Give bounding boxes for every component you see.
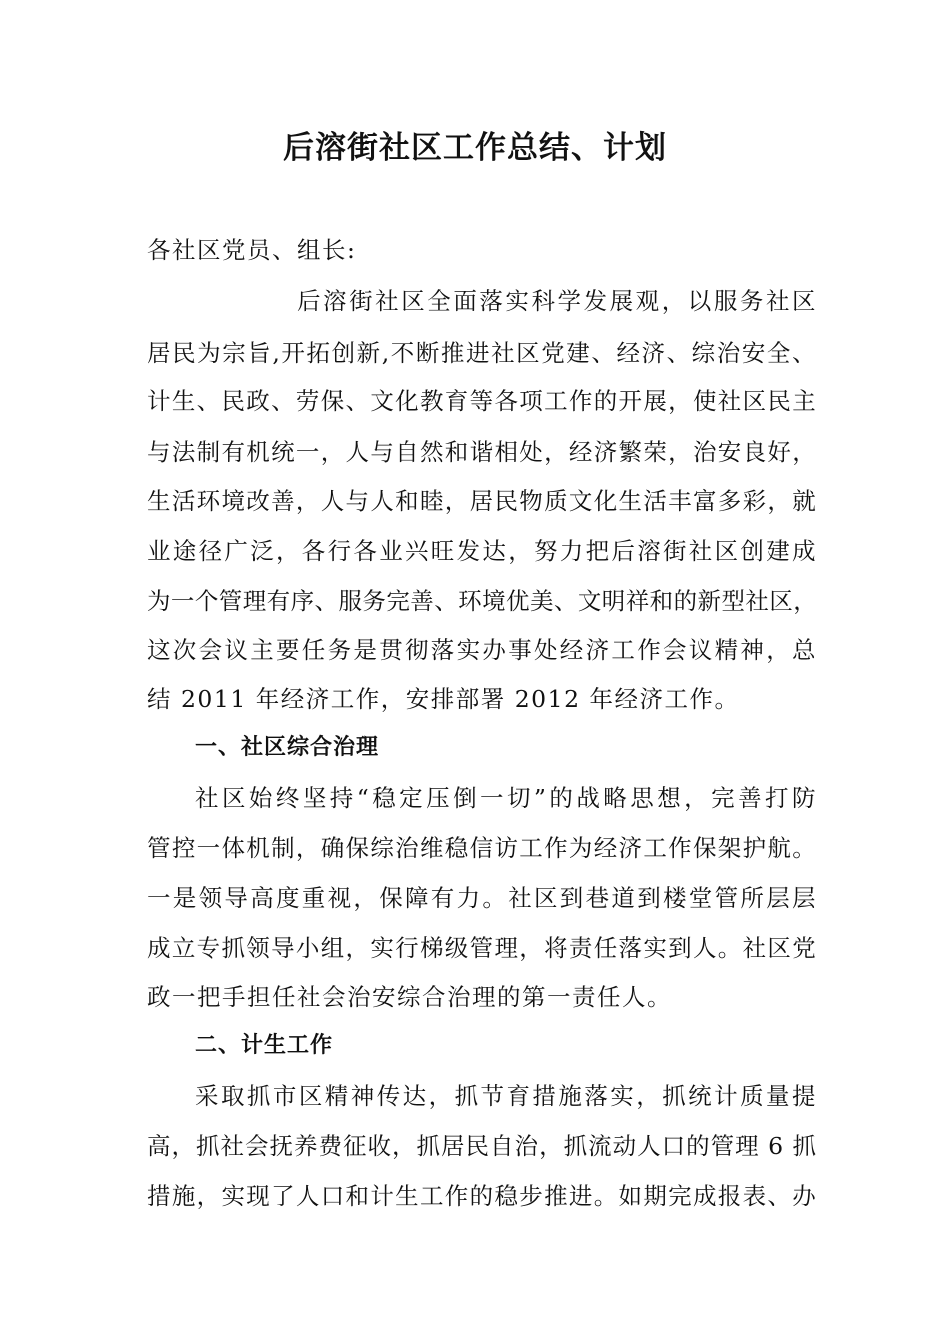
- body-line: 计生、民政、劳保、文化教育等各项工作的开展，使社区民主: [147, 387, 817, 415]
- body-line: 生活环境改善，人与人和睦，居民物质文化生活丰富多彩，就: [147, 487, 817, 515]
- body-line: 高，抓社会抚养费征收，抓居民自治，抓流动人口的管理 6 抓: [147, 1132, 817, 1160]
- section-heading: 二、计生工作: [195, 1033, 334, 1058]
- body-line: 居民为宗旨,开拓创新,不断推进社区党建、经济、综治安全、: [147, 339, 817, 367]
- body-line: 管控一体机制，确保综治维稳信访工作为经济工作保架护航。: [147, 834, 817, 862]
- body-line: 这次会议主要任务是贯彻落实办事处经济工作会议精神，总: [147, 636, 817, 664]
- salutation: 各社区党员、组长:: [147, 236, 357, 264]
- body-line: 与法制有机统一，人与自然和谐相处，经济繁荣，治安良好，: [147, 438, 817, 466]
- body-line: 为一个管理有序、服务完善、环境优美、文明祥和的新型社区，: [147, 587, 817, 615]
- body-line: 社区始终坚持“稳定压倒一切”的战略思想，完善打防: [195, 784, 817, 812]
- body-line: 采取抓市区精神传达，抓节育措施落实，抓统计质量提: [195, 1082, 817, 1110]
- body-line: 政一把手担任社会治安综合治理的第一责任人。: [147, 983, 672, 1011]
- body-line: 业途径广泛，各行各业兴旺发达，努力把后溶街社区创建成: [147, 537, 817, 565]
- document-title: 后溶街社区工作总结、计划: [283, 130, 667, 166]
- body-line: 成立专抓领导小组，实行梯级管理，将责任落实到人。社区党: [147, 934, 817, 962]
- section-heading: 一、社区综合治理: [195, 735, 380, 760]
- body-line: 一是领导高度重视，保障有力。社区到巷道到楼堂管所层层: [147, 884, 817, 912]
- body-line: 结 2011 年经济工作，安排部署 2012 年经济工作。: [147, 685, 740, 713]
- body-line: 措施，实现了人口和计生工作的稳步推进。如期完成报表、办: [147, 1182, 817, 1210]
- body-line: 后溶街社区全面落实科学发展观，以服务社区: [297, 287, 817, 315]
